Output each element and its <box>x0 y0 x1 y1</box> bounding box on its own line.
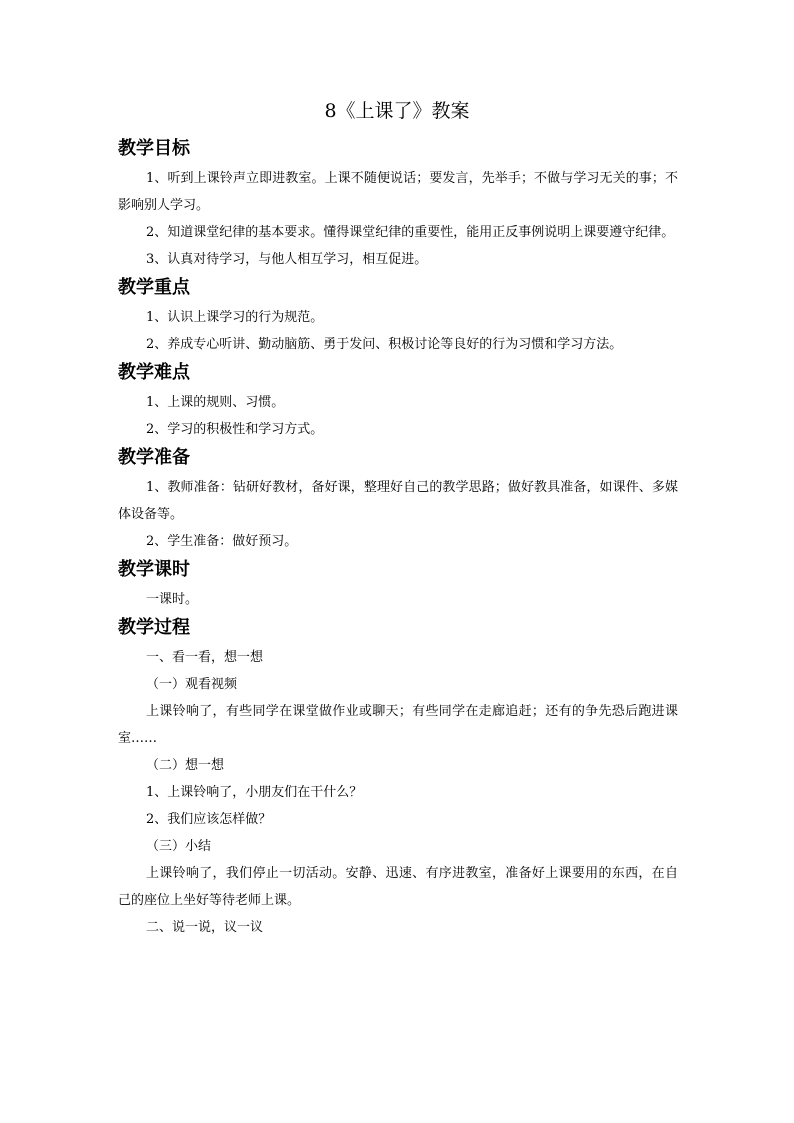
section-heading: 教学过程 <box>118 617 190 638</box>
paragraph: 2、学习的积极性和学习方式。 <box>146 422 324 437</box>
paragraph: 1、认识上课学习的行为规范。 <box>146 310 324 325</box>
section-heading: 教学难点 <box>118 362 190 383</box>
paragraph: （一）观看视频 <box>146 677 238 692</box>
document-title: 8《上课了》教案 <box>324 100 470 122</box>
paragraph: 二、说一说，议一议 <box>146 920 264 935</box>
section-difficulties <box>118 359 678 443</box>
paragraph: （三）小结 <box>146 839 212 854</box>
paragraph: 上课铃响了，有些同学在课堂做作业或聊天；有些同学在走廊追赶；还有的争先恐后跑进课室…… <box>118 704 678 746</box>
section-objectives <box>118 135 678 273</box>
paragraph: 1、上课铃响了，小朋友们在干什么？ <box>146 785 363 800</box>
paragraph: 一、看一看，想一想 <box>146 650 264 665</box>
paragraph: 2、学生准备：做好预习。 <box>146 534 298 549</box>
section-heading: 教学重点 <box>118 277 190 298</box>
paragraph: 3、认真对待学习，与他人相互学习，相互促进。 <box>146 252 428 267</box>
paragraph: 2、养成专心听讲、勤动脑筋、勇于发问、积极讨论等良好的行为习惯和学习方法。 <box>146 337 623 352</box>
section-key-points <box>118 274 678 358</box>
section-class-hours <box>118 556 678 613</box>
document-body <box>118 135 678 942</box>
section-heading: 教学课时 <box>118 559 190 580</box>
paragraph: 2、我们应该怎样做？ <box>146 812 272 827</box>
paragraph: 1、教师准备：钻研好教材，备好课，整理好自己的教学思路；做好教具准备，如课件、多媒体设备等。 <box>118 480 678 522</box>
section-process <box>118 614 678 941</box>
paragraph: 1、上课的规则、习惯。 <box>146 395 285 410</box>
paragraph: 上课铃响了，我们停止一切活动。安静、迅速、有序进教室，准备好上课要用的东西，在自己的座位上坐好等待老师上课。 <box>118 866 678 908</box>
section-preparation <box>118 444 678 555</box>
paragraph: 1、听到上课铃声立即进教室。上课不随便说话；要发言，先举手；不做与学习无关的事；不影响别人学习。 <box>118 171 678 213</box>
paragraph: （二）想一想 <box>146 758 225 773</box>
section-heading: 教学准备 <box>118 447 190 468</box>
paragraph: 一课时。 <box>146 592 199 607</box>
section-heading: 教学目标 <box>118 138 190 159</box>
paragraph: 2、知道课堂纪律的基本要求。懂得课堂纪律的重要性，能用正反事例说明上课要遵守纪律。 <box>146 225 675 240</box>
